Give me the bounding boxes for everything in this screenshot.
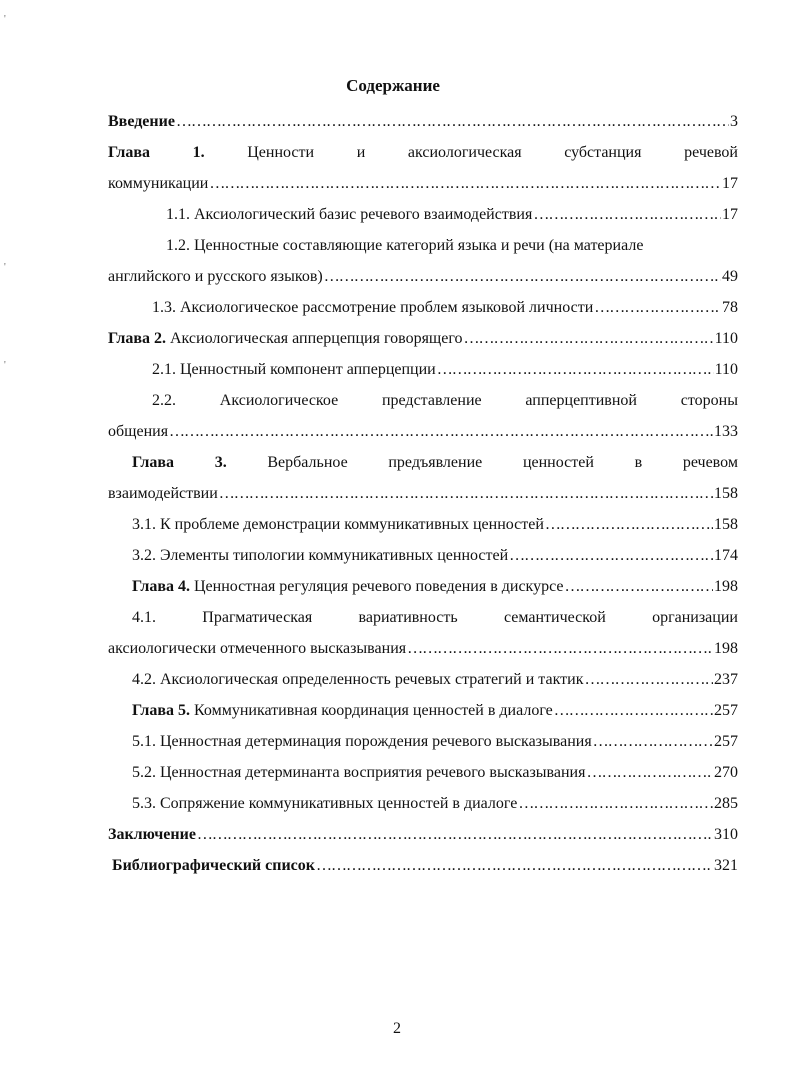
dot-leader [407, 633, 713, 664]
title-word: представление [381, 392, 482, 409]
chapter-title: Коммуникативная координация ценностей в диалоге [190, 702, 553, 719]
title-word: ценностей [522, 454, 594, 471]
toc-entry-section-2-2 [108, 385, 738, 416]
chapter-number: 3. [214, 454, 227, 471]
title-word: аксиологическая [407, 144, 522, 161]
toc-page-number: 321 [714, 857, 738, 874]
chapter-title: Ценностная регуляция речевого поведения в дискурсе [190, 578, 564, 595]
toc-page-number: 198 [714, 640, 738, 657]
toc-entry-chapter-3 [108, 447, 738, 478]
toc-entry-label: 5.3. Сопряжение коммуникативных ценностей в диалоге [132, 795, 518, 812]
dot-leader [565, 571, 714, 602]
toc-page-number: 237 [714, 671, 738, 688]
dot-leader [594, 292, 721, 323]
title-word: речевом [682, 454, 738, 471]
toc-page-number: 158 [714, 485, 738, 502]
toc-entry-section-5-2 [108, 757, 738, 788]
toc-entry-chapter-2 [108, 323, 738, 354]
title-word: 4.1. [132, 609, 156, 626]
title-word: Ценности [247, 144, 315, 161]
scan-mark: ' [4, 262, 6, 273]
title-word: субстанция [564, 144, 642, 161]
page-number: 2 [393, 1020, 401, 1037]
toc-entry-section-5-3 [108, 788, 738, 819]
toc-page-number: 198 [714, 578, 738, 595]
title-word: предъявление [388, 454, 483, 471]
toc-page-number: 158 [714, 516, 738, 533]
toc-entry-label: Заключение [108, 826, 196, 843]
toc-entry-section-1-3 [108, 292, 738, 323]
dot-leader [533, 199, 721, 230]
toc-entry-label [108, 323, 463, 354]
title-word: апперцептивной [525, 392, 637, 409]
toc-page-number: 110 [714, 361, 738, 378]
toc-entry-label: английского и русского языков) [108, 268, 323, 285]
title-word: стороны [680, 392, 738, 409]
toc-entry-introduction [108, 106, 738, 137]
dot-leader [464, 323, 714, 354]
dot-leader [197, 819, 713, 850]
dot-leader [316, 850, 713, 881]
dot-leader [518, 788, 713, 819]
toc-page-number: 49 [722, 268, 738, 285]
chapter-word: Глава [132, 454, 174, 471]
dot-leader [509, 540, 713, 571]
toc-entry-label: 1.2. Ценностные составляющие категорий языка и речи (на материале [166, 237, 644, 254]
title-word: Аксиологическое [219, 392, 339, 409]
toc-entry-label: общения [108, 423, 169, 440]
dot-leader [169, 416, 713, 447]
toc-page-number: 285 [714, 795, 738, 812]
toc-page-number: 270 [714, 764, 738, 781]
toc-entry-label: 2.1. Ценностный компонент апперцепции [152, 361, 436, 378]
toc-entry-chapter-1 [108, 137, 738, 168]
dot-leader [219, 478, 713, 509]
toc-entry-label [132, 571, 564, 602]
toc-entry-label: аксиологически отмеченного высказывания [108, 640, 407, 657]
dot-leader [554, 695, 713, 726]
toc-entry-section-4-2 [108, 664, 738, 695]
toc-entry-section-1-1 [108, 199, 738, 230]
title-word: семантической [503, 609, 606, 626]
toc-entry-label: коммуникации [108, 175, 209, 192]
toc-entry-chapter-1-cont [108, 168, 738, 199]
toc-entry-section-3-2 [108, 540, 738, 571]
table-of-contents [108, 106, 738, 881]
chapter-title: Аксиологическая апперцепция говорящего [166, 330, 463, 347]
chapter-word: Глава [108, 144, 150, 161]
dot-leader [176, 106, 729, 137]
chapter-number: 1. [192, 144, 205, 161]
toc-entry-label: 3.1. К проблеме демонстрации коммуникативных ценностей [132, 516, 544, 533]
title-word: вариативность [358, 609, 458, 626]
dot-leader [593, 726, 713, 757]
page-title: Содержание [346, 76, 440, 95]
dot-leader [584, 664, 713, 695]
toc-entry-bibliography [108, 850, 738, 881]
chapter-label: Глава 2. [108, 330, 166, 347]
toc-entry-label: Введение [108, 113, 175, 130]
toc-entry-label: взаимодействии [108, 485, 218, 502]
toc-entry-label [132, 695, 553, 726]
chapter-label: Глава 5. [132, 702, 190, 719]
toc-entry-label: 1.3. Аксиологическое рассмотрение проблем языковой личности [152, 299, 594, 316]
toc-page-number: 78 [722, 299, 738, 316]
title-word: и [356, 144, 366, 161]
toc-entry-chapter-4 [108, 571, 738, 602]
toc-page-number: 17 [722, 206, 738, 223]
toc-entry-section-2-1 [108, 354, 738, 385]
dot-leader [324, 261, 721, 292]
toc-entry-section-2-2-cont [108, 416, 738, 447]
title-word: речевой [684, 144, 738, 161]
title-word: Вербальное [267, 454, 348, 471]
scan-mark: ' [4, 14, 6, 25]
dot-leader [209, 168, 721, 199]
toc-entry-section-4-1 [108, 602, 738, 633]
dot-leader [586, 757, 713, 788]
toc-page-number: 257 [714, 702, 738, 719]
toc-entry-section-5-1 [108, 726, 738, 757]
toc-page-number: 133 [714, 423, 738, 440]
toc-page-number: 110 [714, 330, 738, 347]
title-word: Прагматическая [202, 609, 313, 626]
toc-entry-conclusion [108, 819, 738, 850]
toc-entry-section-1-2 [108, 230, 738, 261]
title-word: организации [652, 609, 738, 626]
dot-leader [545, 509, 713, 540]
toc-entry-label: 3.2. Элементы типологии коммуникативных ценностей [132, 547, 509, 564]
toc-entry-chapter-5 [108, 695, 738, 726]
toc-entry-label: Библиографический список [112, 857, 315, 874]
toc-page-number: 310 [714, 826, 738, 843]
toc-entry-section-3-1 [108, 509, 738, 540]
title-word: 2.2. [152, 392, 176, 409]
toc-page-number: 174 [714, 547, 738, 564]
toc-entry-label: 5.2. Ценностная детерминанта восприятия речевого высказывания [132, 764, 586, 781]
title-word: в [634, 454, 643, 471]
chapter-label: Глава 4. [132, 578, 190, 595]
scan-mark: ' [4, 360, 6, 371]
toc-entry-label: 1.1. Аксиологический базис речевого взаимодействия [166, 206, 533, 223]
toc-page-number: 257 [714, 733, 738, 750]
toc-page-number: 3 [730, 113, 738, 130]
toc-entry-section-1-2-cont [108, 261, 738, 292]
toc-entry-section-4-1-cont [108, 633, 738, 664]
toc-entry-label: 5.1. Ценностная детерминация порождения речевого высказывания [132, 733, 592, 750]
toc-entry-label: 4.2. Аксиологическая определенность речевых стратегий и тактик [132, 671, 584, 688]
toc-page-number: 17 [722, 175, 738, 192]
toc-entry-chapter-3-cont [108, 478, 738, 509]
dot-leader [437, 354, 714, 385]
